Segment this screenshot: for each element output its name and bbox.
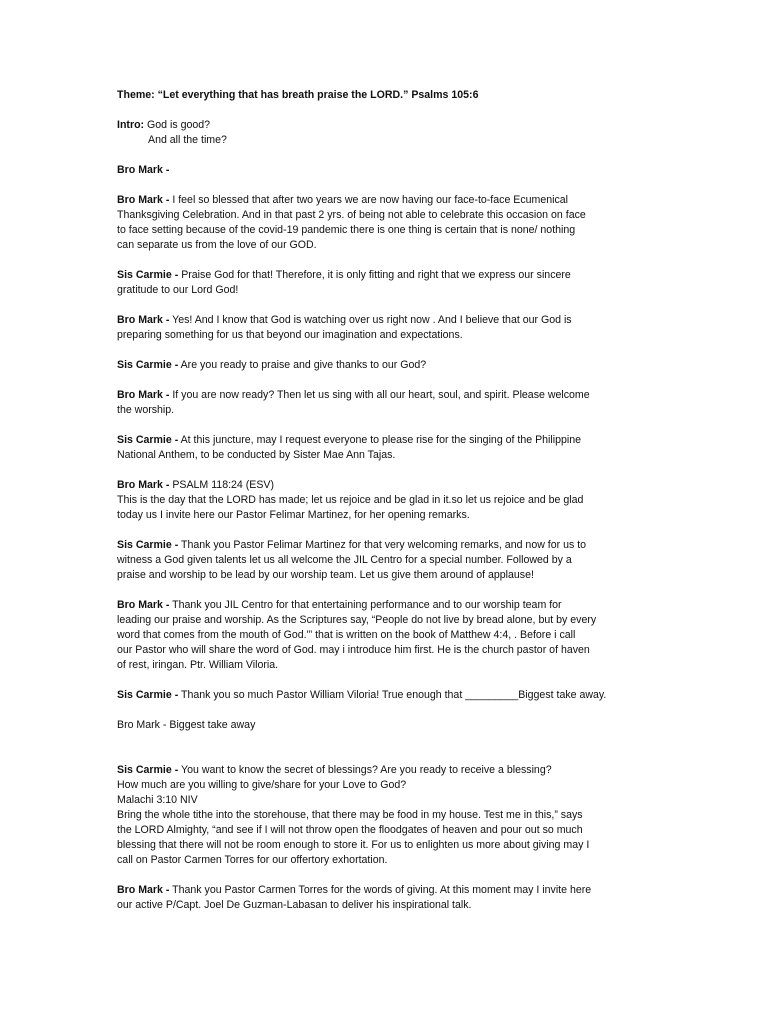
intro-paragraph [117, 118, 662, 148]
text-line: word that comes from the mouth of God.'” that is written on the book of Matthew 4:4, . Before i call [117, 629, 576, 641]
speaker-label: Sis Carmie - [117, 764, 179, 776]
paragraph-1 [117, 163, 662, 178]
text-line: today us I invite here our Pastor Felimar Martinez, for her opening remarks. [117, 509, 470, 521]
text-line: Yes! And I know that God is watching over us right now . And I believe that our God is [169, 314, 572, 326]
paragraph-13 [117, 763, 662, 868]
paragraph-2 [117, 193, 662, 253]
speaker-label: Bro Mark - [117, 314, 170, 326]
text-line: blessing that there will not be room enough to store it. For us to enlighten us more about giving may I [117, 839, 590, 851]
text-line: of rest, iringan. Ptr. William Viloria. [117, 659, 279, 671]
speaker-label: Sis Carmie - [117, 269, 179, 281]
text-line: Thank you Pastor Felimar Martinez for that very welcoming remarks, and now for us to [178, 539, 587, 551]
document-body [117, 88, 662, 928]
text-line: witness a God given talents let us all welcome the JIL Centro for a special number. Followed by a [117, 554, 572, 566]
speaker-label: Sis Carmie - [117, 539, 179, 551]
paragraph-5 [117, 358, 662, 373]
text-line: How much are you willing to give/share for your Love to God? [117, 779, 407, 791]
text-line: Bring the whole tithe into the storehouse, that there may be food in my house. Test me in this,” says [117, 809, 583, 821]
speaker-label: Bro Mark - [117, 389, 170, 401]
intro-label: Intro: [117, 119, 145, 131]
speaker-label: Bro Mark - [117, 164, 170, 176]
paragraph-8 [117, 478, 662, 523]
text-line: leading our praise and worship. As the Scriptures say, “People do not live by bread alone, but by every [117, 614, 597, 626]
text-line: Bro Mark - Biggest take away [117, 719, 256, 731]
theme-line: Theme: “Let everything that has breath praise the LORD.” Psalms 105:6 [117, 89, 479, 101]
paragraph-11 [117, 688, 662, 703]
text-line: preparing something for us that beyond our imagination and expectations. [117, 329, 463, 341]
text-line: Thanksgiving Celebration. And in that past 2 yrs. of being not able to celebrate this occasion on face [117, 209, 586, 221]
text-line: Thank you so much Pastor William Viloria! True enough that _________Biggest take away. [178, 689, 607, 701]
text-line: If you are now ready? Then let us sing with all our heart, soul, and spirit. Please welcome [169, 389, 590, 401]
paragraph-4 [117, 313, 662, 343]
text-line: Thank you Pastor Carmen Torres for the words of giving. At this moment may I invite here [169, 884, 592, 896]
intro-line-1: God is good? [144, 119, 211, 131]
text-line: to face setting because of the covid-19 pandemic there is one thing is certain that is none/ nothing [117, 224, 576, 236]
paragraph-3 [117, 268, 662, 298]
text-line: You want to know the secret of blessings? Are you ready to receive a blessing? [178, 764, 552, 776]
paragraph-6 [117, 388, 662, 418]
speaker-label: Sis Carmie - [117, 359, 179, 371]
text-line: the worship. [117, 404, 175, 416]
paragraph-14 [117, 883, 662, 913]
speaker-label: Sis Carmie - [117, 434, 179, 446]
theme-paragraph [117, 88, 662, 103]
text-line: At this juncture, may I request everyone to please rise for the singing of the Philippine [178, 434, 582, 446]
speaker-label: Bro Mark - [117, 884, 170, 896]
text-line: Thank you JIL Centro for that entertaining performance and to our worship team for [169, 599, 562, 611]
speaker-label: Bro Mark - [117, 479, 170, 491]
paragraph-9 [117, 538, 662, 583]
text-line: PSALM 118:24 (ESV) [169, 479, 275, 491]
text-line: Praise God for that! Therefore, it is only fitting and right that we express our sincere [178, 269, 571, 281]
speaker-label: Bro Mark - [117, 599, 170, 611]
text-line: can separate us from the love of our GOD. [117, 239, 317, 251]
text-line: I feel so blessed that after two years we are now having our face-to-face Ecumenical [169, 194, 569, 206]
text-line: our Pastor who will share the word of God. may i introduce him first. He is the church pastor of haven [117, 644, 590, 656]
paragraph-10 [117, 598, 662, 673]
speaker-label: Sis Carmie - [117, 689, 179, 701]
text-line: This is the day that the LORD has made; let us rejoice and be glad in it.so let us rejoice and be glad [117, 494, 584, 506]
paragraph-7 [117, 433, 662, 463]
paragraph-12 [117, 718, 662, 733]
text-line: Are you ready to praise and give thanks to our God? [178, 359, 427, 371]
text-line: National Anthem, to be conducted by Sister Mae Ann Tajas. [117, 449, 396, 461]
intro-line-2: And all the time? [148, 134, 227, 146]
text-line: the LORD Almighty, “and see if I will not throw open the floodgates of heaven and pour out so much [117, 824, 583, 836]
text-line: our active P/Capt. Joel De Guzman-Labasan to deliver his inspirational talk. [117, 899, 472, 911]
text-line: Malachi 3:10 NIV [117, 794, 198, 806]
text-line: praise and worship to be lead by our worship team. Let us give them around of applause! [117, 569, 534, 581]
text-line: call on Pastor Carmen Torres for our offertory exhortation. [117, 854, 388, 866]
speaker-label: Bro Mark - [117, 194, 170, 206]
text-line: gratitude to our Lord God! [117, 284, 239, 296]
